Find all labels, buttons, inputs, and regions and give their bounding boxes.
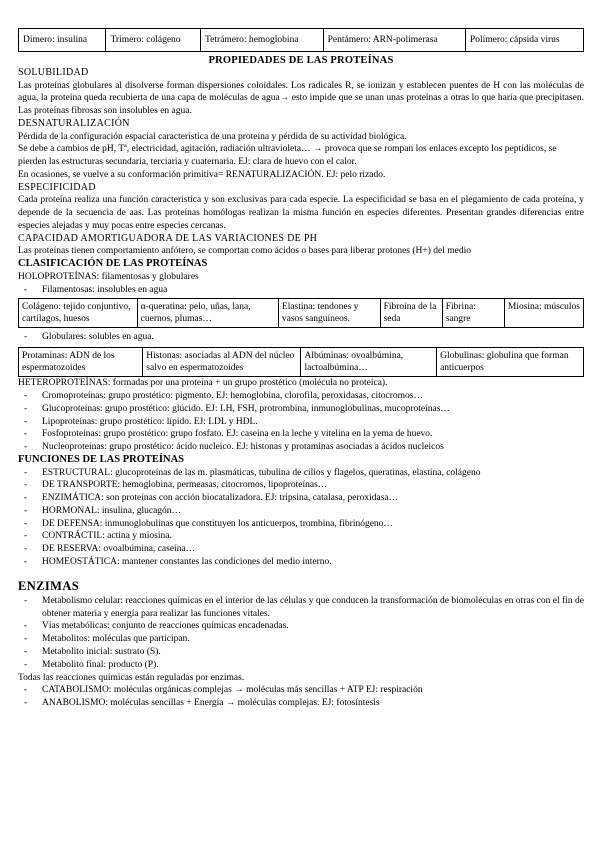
table-cell: Trímero: colágeno (106, 29, 201, 52)
list-item: - HORMONAL: insulina, glucagón… (18, 505, 584, 518)
enzymes-title: ENZIMAS (18, 578, 80, 593)
list-item: - Metabolito inicial: sustrato (S). (18, 646, 584, 659)
table-cell: Fibrina: sangre (442, 299, 504, 328)
list-item: - ENZIMÁTICA: son proteínas con acción biocatalizadora. EJ: tripsina, catalasa, peroxidasa… (18, 492, 584, 505)
oligomer-table (18, 28, 584, 52)
classification-title: CLASIFICACIÓN DE LAS PROTEÍNAS (18, 258, 208, 270)
list-item: - Globulares: solubles en agua. (18, 331, 584, 344)
denaturation-line: Pérdida de la configuración espacial característica de una proteína y pérdida de su actividad biológica. (18, 131, 407, 142)
table-cell: Colágeno: tejido conjuntivo, cartílagos, huesos (19, 299, 138, 328)
heteroproteins-line: HETEROPROTEÍNAS: formadas por una proteína + un grupo prostético (molécula no proteica). (18, 378, 388, 389)
list-item: - Lipoproteínas: grupo prostético: lípido. EJ: LDL y HDL. (18, 416, 584, 429)
buffer-text: Las proteínas tienen comportamiento anfótero, se comportan como ácidos o bases para liberar protones (H+) del medio (18, 246, 472, 257)
list-item: - CATABOLISMO: moléculas orgánicas complejas → moléculas más sencillas + ATP EJ: respiración (18, 684, 584, 697)
list-item: - Vías metabólicas: conjunto de reacciones químicas encadenadas. (18, 620, 584, 633)
list-item: - CONTRÁCTIL: actina y miosina. (18, 530, 584, 543)
holoproteins-line: HOLOPROTEÍNAS: filamentosas y globulares (18, 271, 199, 282)
document-page (18, 28, 584, 710)
table-cell: Histonas: asociadas al ADN del núcleo salvo en espermatozoides (143, 348, 301, 377)
filamentous-list (18, 284, 584, 297)
globular-table (18, 347, 584, 377)
table-cell: Polímero: cápsida virus (465, 29, 583, 52)
list-item: - Cromoproteínas: grupo prostético: pigmento. EJ: hemoglobina, clorofila, peroxidasas, citocromos… (18, 390, 584, 403)
list-item: - ESTRUCTURAL: glucoproteínas de las m. plasmáticas, tubulina de cilios y flagelos, queratinas, elastina, colágeno (18, 467, 584, 480)
table-cell: Elastina: tendones y vasos sanguíneos. (278, 299, 380, 328)
denaturation-line: Se debe a cambios de pH, Tª, electricidad, agitación, radiación ultravioleta… → provoca que se rompan los enlaces excepto los peptídicos, se pierden las estructuras secundaria, terciaria y cuaternaria. EJ: clara de huevo con el calor. (18, 144, 557, 168)
table-cell: Tetrámero: hemoglobina (201, 29, 324, 52)
table-cell: Fibroína de la seda (380, 299, 442, 328)
solubility-text: Las proteínas globulares al disolverse forman dispersiones coloidales. Los radicales R, se ionizan y establecen puentes de H con las moléculas de agua, la proteína queda recubierta de una capa de moléculas de agua→ esto impide que se unan unas proteínas a otras lo que haría que precipitasen. Las proteínas fibrosas son insolubles en agua. (18, 80, 584, 117)
functions-title: FUNCIONES DE LAS PROTEÍNAS (18, 453, 184, 465)
list-item: - Glucoproteínas: grupo prostético: glúcido. EJ: LH, FSH, protrombina, inmunoglobulinas, mucoproteínas… (18, 403, 584, 416)
list-item: - DE RESERVA: ovoalbúmina, caseína… (18, 543, 584, 556)
table-cell: Miosina: músculos (504, 299, 583, 328)
table-cell: Dímero: insulina (19, 29, 106, 52)
table-cell: Albúminas: ovoalbúmina, lactoalbúmina… (301, 348, 437, 377)
heteroproteins-list (18, 390, 584, 454)
table-cell: Protaminas: ADN de los espermatozoides (19, 348, 143, 377)
properties-title: PROPIEDADES DE LAS PROTEÍNAS (208, 55, 394, 66)
list-item: - Nucleoproteínas: grupo prostético: ácido nucleico. EJ: histonas y protaminas asociadas a ácidos nucleicos (18, 441, 584, 454)
list-item: - ANABOLISMO: moléculas sencillas + Energía → moléculas complejas. EJ: fotosíntesis (18, 697, 584, 710)
solubility-heading: SOLUBILIDAD (18, 67, 89, 78)
table-cell: Globulinas: globulina que forman anticuerpos (437, 348, 584, 377)
filamentous-table (18, 298, 584, 328)
regulated-line: Todas las reacciones químicas están reguladas por enzimas. (18, 672, 245, 683)
list-item: - Metabolitos: moléculas que participan. (18, 633, 584, 646)
buffer-heading: CAPACIDAD AMORTIGUADORA DE LAS VARIACIONES DE PH (18, 232, 318, 244)
table-cell: Pentámero: ARN-polimerasa (323, 29, 465, 52)
table-cell: α-queratina: pelo, uñas, lana, cuernos, plumas… (137, 299, 278, 328)
list-item: - Metabolismo celular: reacciones químicas en el interior de las células y que conducen la transformación de biomoléculas en otras con el fin de obtener materia y energía para realizar las funciones vitales. (18, 595, 584, 621)
metabolism-list (18, 684, 584, 710)
enzymes-list (18, 595, 584, 672)
list-item: - Metabolito final: producto (P). (18, 659, 584, 672)
globular-list (18, 331, 584, 344)
list-item: - Filamentosas: insolubles en agua (18, 284, 584, 297)
specificity-text: Cada proteína realiza una función característica y son exclusivas para cada especie. La especificidad se basa en el plegamiento de cada proteína, y depende de la secuencia de aas. Las proteínas homólogas realizan la misma función en especies diferentes. Presentan grandes diferencias entre especies alejadas y muy pocas entre especies cercanas. (18, 195, 584, 231)
list-item: - Fosfoproteínas: grupo prostético: grupo fosfato. EJ: caseína en la leche y vitelina en la yema de huevo. (18, 428, 584, 441)
list-item: - DE DEFENSA: inmunoglobulinas que constituyen los anticuerpos, trombina, fibrinógeno… (18, 518, 584, 531)
list-item: - DE TRANSPORTE: hemoglobina, permeasas, citocromos, lipoproteínas… (18, 479, 584, 492)
list-item: - HOMEOSTÁTICA: mantener constantes las condiciones del medio interno. (18, 556, 584, 569)
denaturation-heading: DESNATURALIZACIÓN (18, 117, 130, 129)
functions-list (18, 467, 584, 569)
specificity-heading: ESPECIFICIDAD (18, 181, 96, 193)
denaturation-line: En ocasiones, se vuelve a su conformación primitiva= RENATURALIZACIÓN. EJ: pelo rizado. (18, 169, 386, 180)
